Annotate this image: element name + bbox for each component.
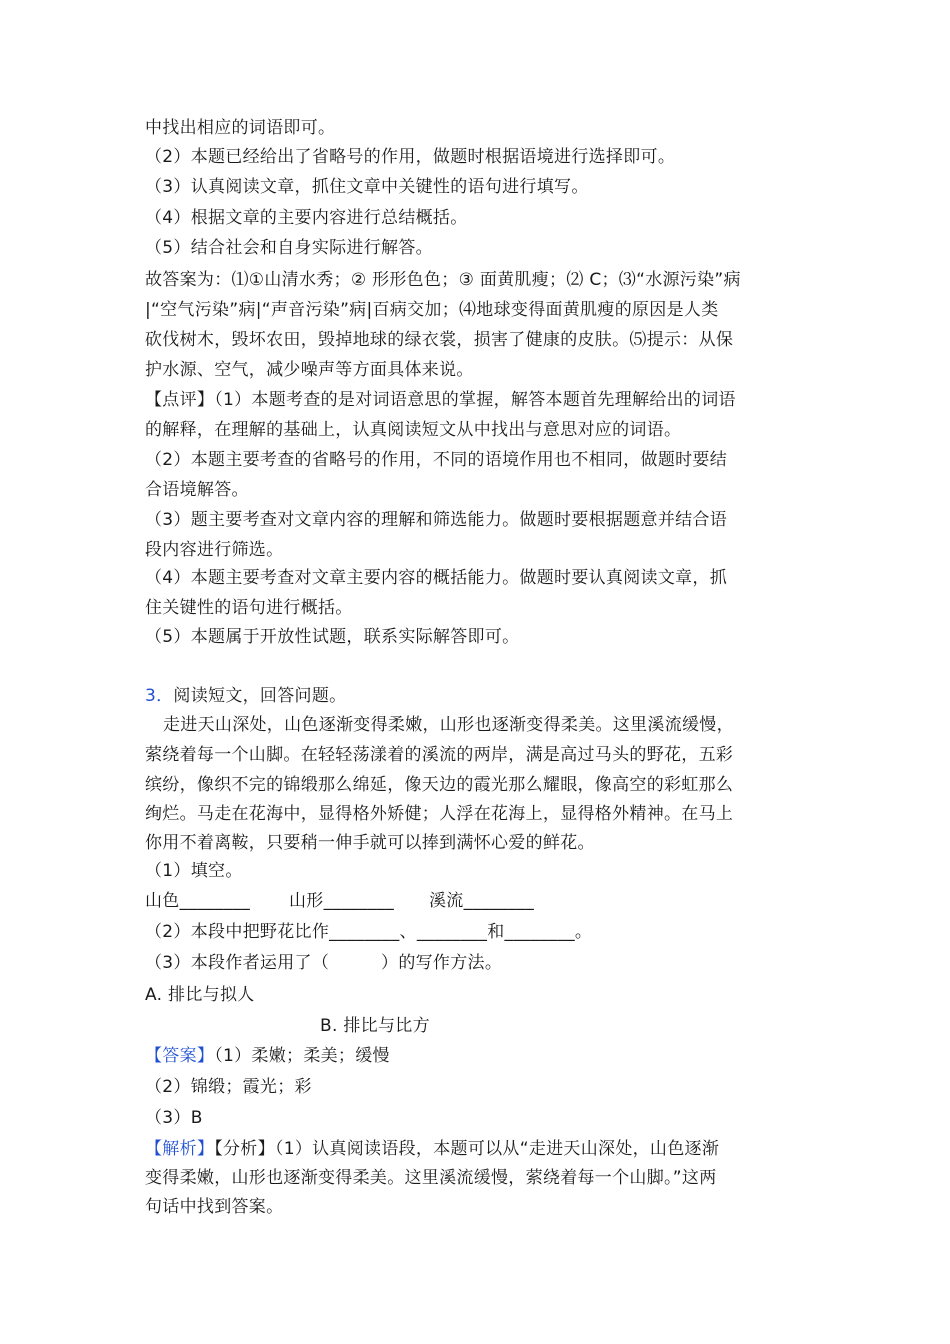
- answer-summary-line: 砍伐树木，毁坏农田，毁掉地球的绿衣裳，损害了健康的皮肤。⑸提示：从保: [145, 330, 734, 350]
- analysis-line: 变得柔嫩，山形也逐渐变得柔美。这里溪流缓慢，萦绕着每一个山脚。”这两: [145, 1168, 717, 1188]
- text-line: （4）根据文章的主要内容进行总结概括。: [145, 208, 468, 228]
- sub-question-2: （2）本段中把野花比作________、________和________。: [145, 922, 593, 942]
- question-3-heading: [145, 686, 815, 706]
- comment-line: （5）本题属于开放性试题，联系实际解答即可。: [145, 627, 520, 647]
- passage-line: 你用不着离鞍，只要稍一伸手就可以捧到满怀心爱的鲜花。: [145, 833, 595, 853]
- text-line: （2）本题已经给出了省略号的作用，做题时根据语境进行选择即可。: [145, 147, 676, 167]
- blank-shanxing: 山形________: [289, 891, 394, 911]
- comment-line: 【点评】（1）本题考查的是对词语意思的掌握，解答本题首先理解给出的词语: [145, 390, 736, 410]
- answer-tag: 【答案】: [145, 1046, 215, 1066]
- analysis-tag: 【解析】: [145, 1139, 215, 1159]
- answer-summary-line: |“空气污染”病|“声音污染”病|百病交加；⑷地球变得面黄肌瘦的原因是人类: [145, 300, 719, 320]
- comment-line: 段内容进行筛选。: [145, 540, 284, 560]
- option-b: B. 排比与比方: [320, 1016, 430, 1036]
- answer-line: （2）锦缎；霞光；彩: [145, 1077, 312, 1097]
- comment-tag: 【点评】: [145, 390, 215, 410]
- comment-line: （4）本题主要考查对文章主要内容的概括能力。做题时要认真阅读文章，抓: [145, 568, 728, 588]
- answer-summary-line: 故答案为：⑴①山清水秀；② 形形色色；③ 面黄肌瘦；⑵ C；⑶“水源污染”病: [145, 270, 741, 290]
- analysis-label: 【分析】: [214, 1139, 275, 1159]
- answer-line: 【答案】（1）柔嫩；柔美；缓慢: [145, 1046, 390, 1066]
- passage-line: 走进天山深处，山色逐渐变得柔嫩，山形也逐渐变得柔美。这里溪流缓慢，: [163, 715, 734, 735]
- blank-shanse: 山色________: [145, 891, 250, 911]
- analysis-line: 句话中找到答案。: [145, 1197, 284, 1217]
- comment-line: 合语境解答。: [145, 480, 249, 500]
- comment-line: 住关键性的语句进行概括。: [145, 598, 353, 618]
- sub-question-1: （1）填空。: [145, 861, 243, 881]
- question-number: 3．: [145, 686, 174, 706]
- text-line: （5）结合社会和自身实际进行解答。: [145, 238, 433, 258]
- comment-line: （2）本题主要考查的省略号的作用，不同的语境作用也不相同，做题时要结: [145, 450, 728, 470]
- sub-question-3: （3）本段作者运用了（ ）的写作方法。: [145, 953, 503, 973]
- passage-line: 缤纷，像织不完的锦缎那么绵延，像天边的霞光那么耀眼，像高空的彩虹那么: [145, 775, 734, 795]
- comment-line: 的解释，在理解的基础上，认真阅读短文从中找出与意思对应的词语。: [145, 420, 682, 440]
- passage-line: 绚烂。马走在花海中，显得格外矫健；人浮在花海上，显得格外精神。在马上: [145, 804, 734, 824]
- comment-line: （3）题主要考查对文章内容的理解和筛选能力。做题时要根据题意并结合语: [145, 510, 728, 530]
- question-title: 阅读短文，回答问题。: [173, 686, 347, 706]
- text-line: （3）认真阅读文章，抓住文章中关键性的语句进行填写。: [145, 177, 589, 197]
- analysis-line: 【解析】【分析】（1）认真阅读语段，本题可以从“走进天山深处，山色逐渐: [145, 1139, 720, 1159]
- blank-xiliu: 溪流________: [429, 891, 534, 911]
- option-a: A. 排比与拟人: [145, 985, 255, 1005]
- answer-line: （3）B: [145, 1108, 203, 1128]
- answer-summary-line: 护水源、空气，减少噪声等方面具体来说。: [145, 360, 474, 380]
- text-line: 中找出相应的词语即可。: [145, 118, 336, 138]
- passage-line: 萦绕着每一个山脚。在轻轻荡漾着的溪流的两岸，满是高过马头的野花，五彩: [145, 745, 734, 765]
